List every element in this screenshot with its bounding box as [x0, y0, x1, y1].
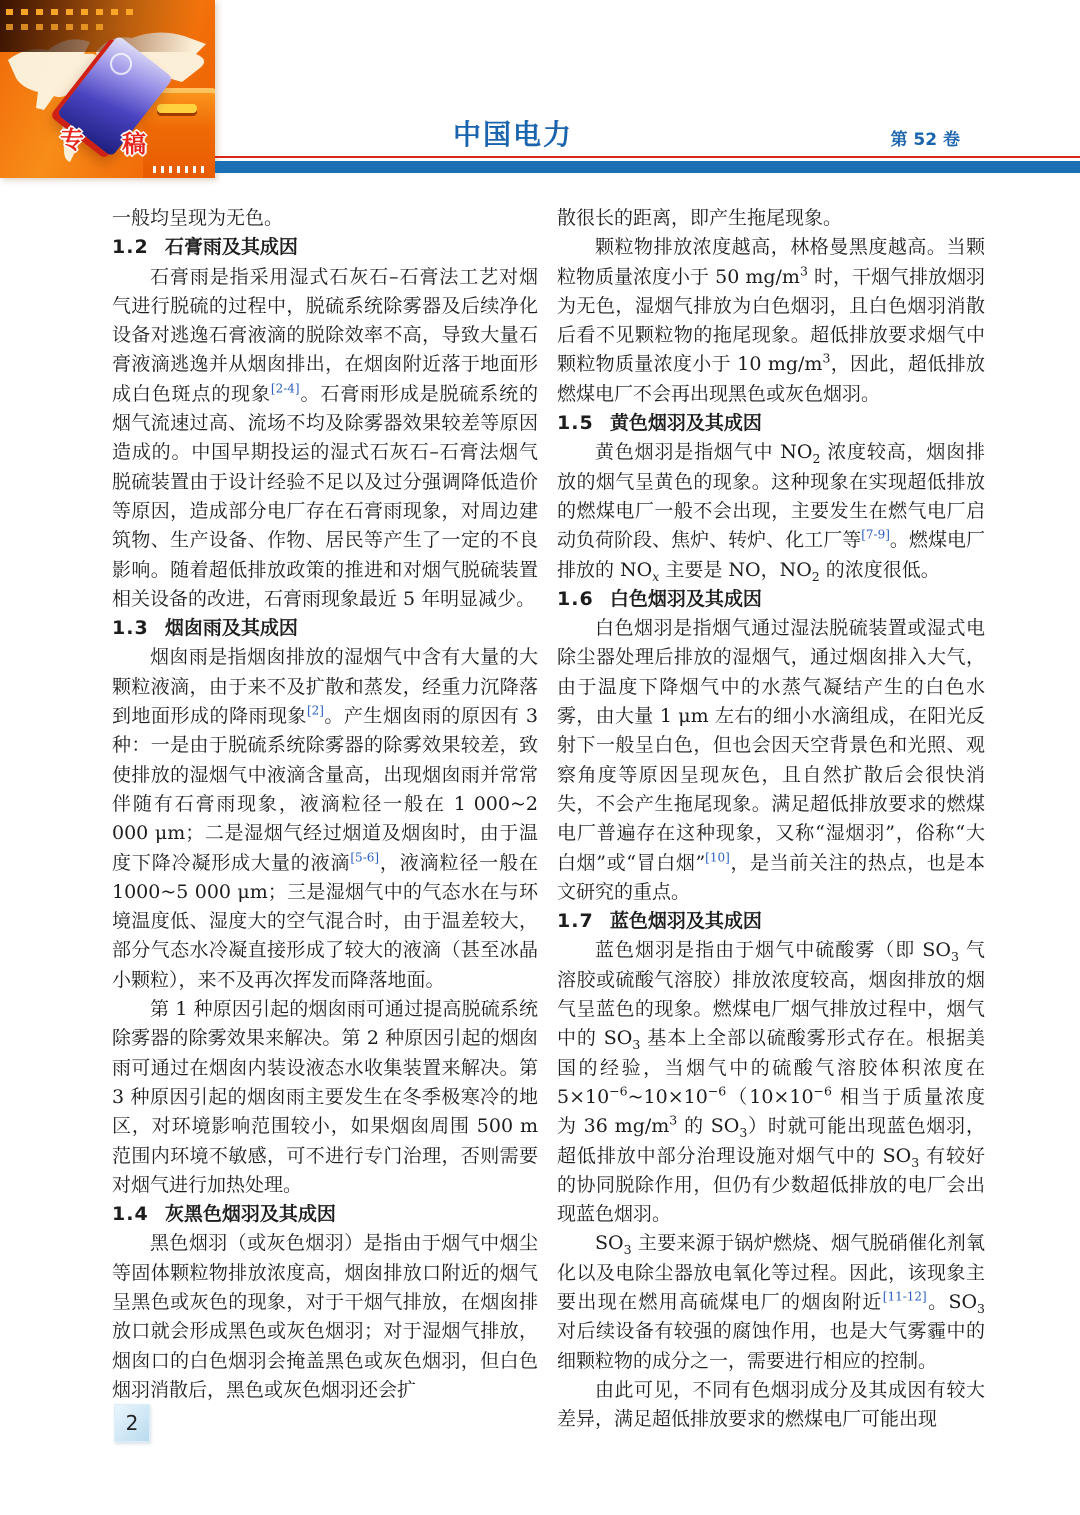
- paragraph: 散很长的距离，即产生拖尾现象。: [557, 207, 843, 229]
- header-rule-blue: [215, 161, 1080, 173]
- section-heading: 1.3 烟囱雨及其成因: [112, 617, 298, 640]
- paragraph: 黑色烟羽（或灰色烟羽）是指由于烟气中烟尘等固体颗粒物排放浓度高，烟囱排放口附近的烟气呈黑色或灰色的现象，对于干烟气排放，在烟囱排放口就会形成黑色或灰色烟羽；对于湿烟气排放，烟囱口的白色烟羽会掩盖黑色或灰色烟羽，但白色烟羽消散后，黑色或灰色烟羽还会扩: [112, 1232, 538, 1401]
- section-heading: 1.6 白色烟羽及其成因: [557, 587, 762, 610]
- art-label-zhuan: 专: [60, 125, 84, 154]
- reference-marker: [10]: [705, 850, 730, 865]
- volume-label: 第 52 卷: [890, 130, 960, 150]
- paragraph: 一般均呈现为无色。: [112, 207, 284, 229]
- paragraph: 颗粒物排放浓度越高，林格曼黑度越高。当颗粒物质量浓度小于 50 $mg/m^3$ 时，干烟气排放烟羽为无色，湿烟气排放为白色烟羽，且白色烟羽消散后看不见颗粒物的拖尾现象。超低排放要求烟气中颗粒物质量浓度小于 10 $mg/m^3$，因此，超低排放燃煤电厂不会再出现黑色或灰色烟羽。: [557, 236, 985, 405]
- paragraph: 由此可见，不同有色烟羽成分及其成因有较大差异，满足超低排放要求的燃煤电厂可能出现: [557, 1378, 985, 1431]
- paragraph: 黄色烟羽是指烟气中 $NO_2$ 浓度较高，烟囱排放的烟气呈黄色的现象。这种现象在实现超低排放的燃煤电厂一般不会出现，主要发生在燃气电厂启动负荷阶段、焦炉、转炉、化工厂等[7-9]。燃煤电厂排放的 $NO_x$ 主要是 NO，$NO_2$ 的浓度很低。: [557, 441, 985, 584]
- reference-marker: [2]: [306, 703, 324, 718]
- page-number: 2: [114, 1404, 150, 1442]
- paragraph: 石膏雨是指采用湿式石灰石–石膏法工艺对烟气进行脱硫的过程中，脱硫系统除雾器及后续净化设备对逃逸石膏液滴的脱除效率不高，导致大量石膏液滴逃逸并从烟囱排出，在烟囱附近落于地面形成白色斑点的现象[2-4]。石膏雨形成是脱硫系统的烟气流速过高、流场不均及除雾器效果较差等原因造成的。中国早期投运的湿式石灰石–石膏法烟气脱硫装置由于设计经验不足以及过分强调降低造价等原因，造成部分电厂存在石膏雨现象，对周边建筑物、生产设备、作物、居民等产生了一定的不良影响。随着超低排放政策的推进和对烟气脱硫装置相关设备的改进，石膏雨现象最近 5 年明显减少。: [112, 265, 538, 610]
- reference-marker: [2-4]: [270, 381, 300, 396]
- journal-title: 中国电力: [452, 118, 573, 151]
- paragraph: 烟囱雨是指烟囱排放的湿烟气中含有大量的大颗粒液滴，由于来不及扩散和蒸发，经重力沉降落到地面形成的降雨现象[2]。产生烟囱雨的原因有 3 种：一是由于脱硫系统除雾器的除雾效果较差，致使排放的湿烟气中液滴含量高，出现烟囱雨并常常伴随有石膏雨现象，液滴粒径一般在 1 000~2 000 μm；二是湿烟气经过烟道及烟囱时，由于温度下降冷凝形成大量的液滴[5-6]，液滴粒径一般在 1000~5 000 μm；三是湿烟气中的气态水在与环境温度低、湿度大的空气混合时，由于温差较大，部分气态水冷凝直接形成了较大的液滴（甚至冰晶小颗粒），来不及再次挥发而降落地面。: [112, 646, 538, 991]
- stock-board-graphic: [0, 0, 215, 52]
- section-heading: 1.5 黄色烟羽及其成因: [557, 412, 762, 435]
- section-heading: 1.2 石膏雨及其成因: [112, 236, 298, 259]
- paragraph: 白色烟羽是指烟气通过湿法脱硫装置或湿式电除尘器处理后排放的湿烟气，通过烟囱排入大气，由于温度下降烟气中的水蒸气凝结产生的白色水雾，由大量 1 μm 左右的细小水滴组成，在阳光反射下一般呈白色，但也会因天空背景色和光照、观察角度等原因呈现灰色，且自然扩散后会很快消失，不会产生拖尾现象。满足超低排放要求的燃煤电厂普遍存在这种现象，又称“湿烟羽”，俗称“大白烟”或“冒白烟”[10]，是当前关注的热点，也是本文研究的重点。: [557, 617, 985, 903]
- paragraph: 蓝色烟羽是指由于烟气中硫酸雾（即 $SO_3$ 气溶胶或硫酸气溶胶）排放浓度较高，烟囱排放的烟气呈蓝色的现象。燃煤电厂烟气排放过程中，烟气中的 $SO_3$ 基本上全部以硫酸雾形式存在。根据美国的经验，当烟气中的硫酸气溶胶体积浓度在 $5\times 10^{-6}\sim 10\times 10^{-6}(10\times 10^{-6}$ 相当于质量浓度为 36 $mg/m^3$ 的 $SO_3$）时就可能出现蓝色烟羽，超低排放中部分治理设施对烟气中的 $SO_3$ 有较好的协同脱除作用，但仍有少数超低排放的电厂会出现蓝色烟羽。: [557, 939, 986, 1226]
- section-heading: 1.4 灰黑色烟羽及其成因: [112, 1203, 336, 1226]
- section-heading: 1.7 蓝色烟羽及其成因: [557, 910, 762, 933]
- header-rule-red: [215, 156, 1080, 158]
- reference-marker: [11-12]: [882, 1289, 927, 1304]
- reference-marker: [5-6]: [350, 850, 380, 865]
- left-column: [112, 204, 538, 1405]
- reference-marker: [7-9]: [861, 527, 890, 542]
- art-label-gao: 稿: [122, 129, 146, 158]
- paragraph: 第 1 种原因引起的烟囱雨可通过提高脱硫系统除雾器的除雾效果来解决。第 2 种原因引起的烟囱雨可通过在烟囱内装设液态水收集装置来解决。第 3 种原因引起的烟囱雨主要发生在冬季极寒冷的地区，对环境影响范围较小，如果烟囱周围 500 m 范围内环境不敏感，可不进行专门治理，否则需要对烟气进行加热处理。: [112, 998, 538, 1196]
- right-column: [557, 204, 985, 1434]
- paragraph: $SO_3$ 主要来源于锅炉燃烧、烟气脱硝催化剂氧化以及电除尘器放电氧化等过程。因此，该现象主要出现在燃用高硫煤电厂的烟囱附近[11-12]。$SO_3$ 对后续设备有较强的腐蚀作用，也是大气雾霾中的细颗粒物的成分之一，需要进行相应的控制。: [557, 1232, 985, 1372]
